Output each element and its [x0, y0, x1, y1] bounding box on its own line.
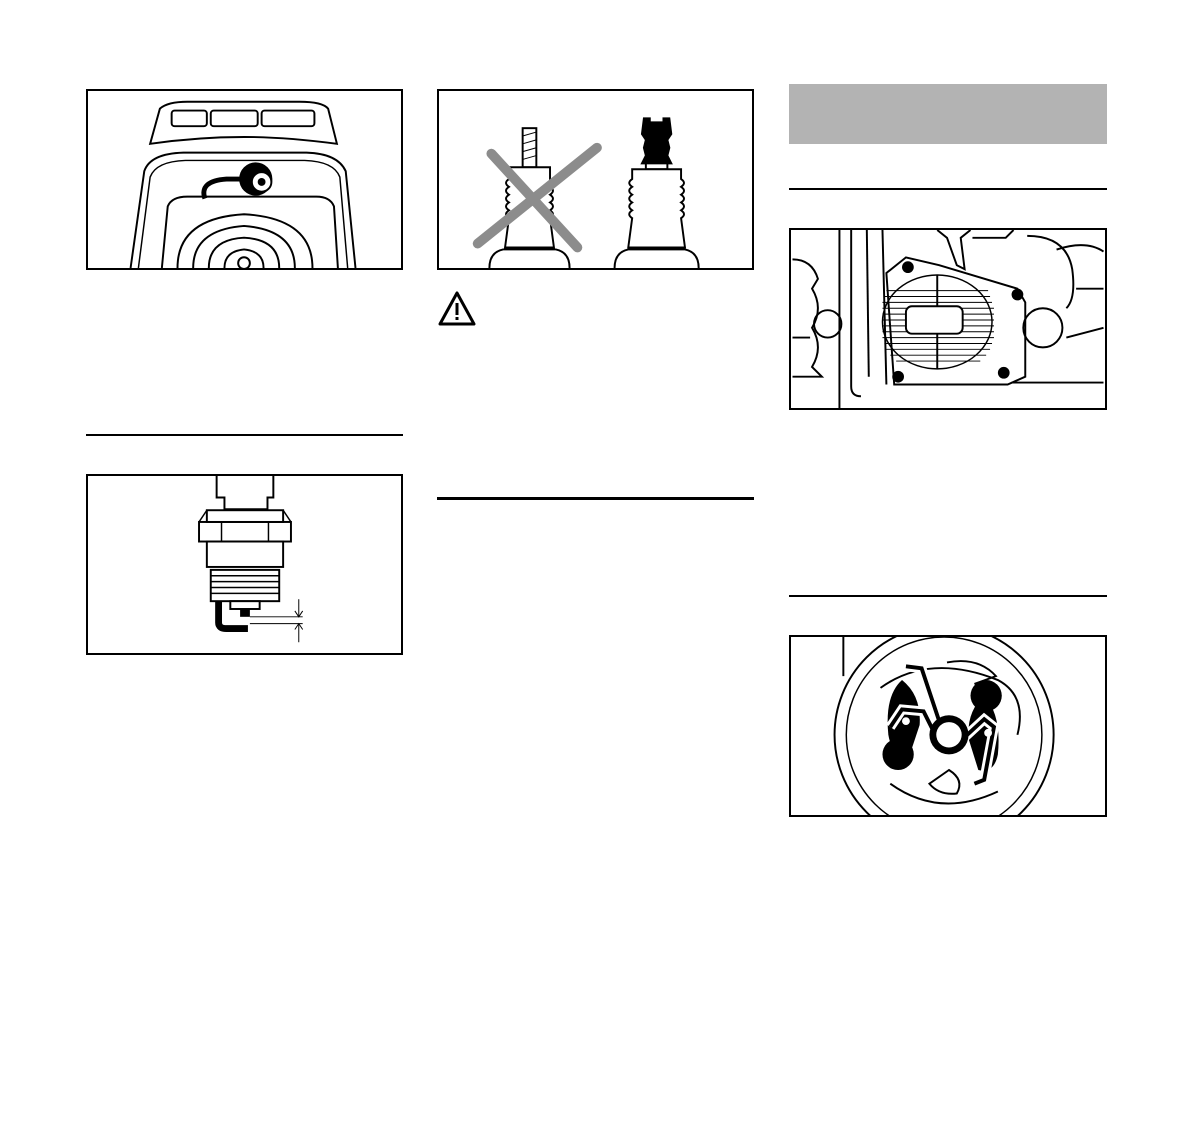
spark-plug-illustration: [88, 476, 401, 653]
fan-housing-illustration: [791, 230, 1105, 408]
warning-triangle-icon: [437, 290, 477, 328]
section-divider: [789, 595, 1107, 597]
air-filter-cover-figure: [86, 89, 403, 270]
chapter-header-bar: [789, 84, 1107, 144]
section-divider: [86, 434, 403, 436]
section-divider: [437, 497, 754, 500]
spark-plug-gap-figure: [86, 474, 403, 655]
air-filter-cover-illustration: [88, 91, 401, 268]
pawl-clutch-illustration: [791, 637, 1105, 815]
pawl-clutch-figure: [789, 635, 1107, 817]
plug-terminal-comparison: [439, 91, 752, 268]
spark-plug-boot-figure: [437, 89, 754, 270]
fan-housing-figure: [789, 228, 1107, 410]
section-divider: [789, 188, 1107, 190]
